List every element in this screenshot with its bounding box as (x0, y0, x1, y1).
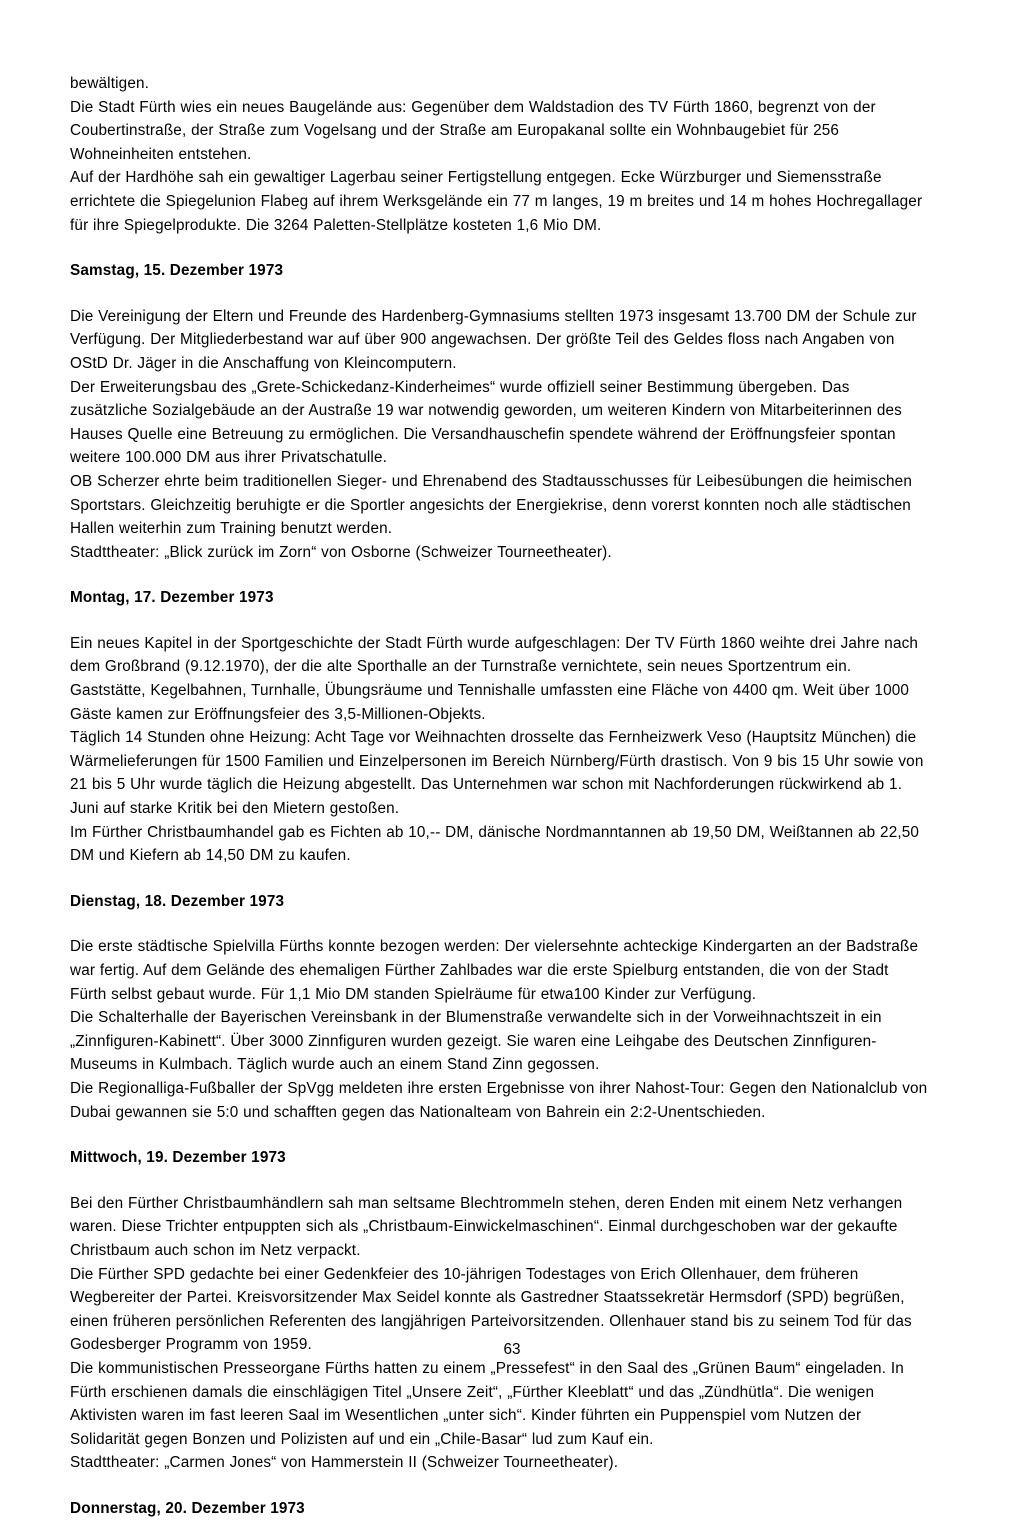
paragraph: OB Scherzer ehrte beim traditionellen Sieger- und Ehrenabend des Stadtausschusses für Leibesübungen die heimischen Sportstars. Gleichzeitig beruhigte er die Sportler angesichts der Energiekrise, denn vorerst konnten noch alle städtischen Hallen weiterhin zum Training benutzt werden. (70, 472, 913, 538)
paragraph: Die Vereinigung der Eltern und Freunde des Hardenberg-Gymnasiums stellten 1973 insgesamt 13.700 DM der Schule zur Verfügung. Der Mitgliederbestand war auf über 900 angewachsen. Der größte Teil des Geldes floss nach Angaben von OStD Dr. Jäger in die Anschaffung von Kleincomputern. (70, 307, 917, 372)
paragraph: Die Schalterhalle der Bayerischen Vereinsbank in der Blumenstraße verwandelte sich in der Vorweihnachtszeit in ein „Zinnfiguren-Kabinett“. Über 3000 Zinnfiguren wurden gezeigt. Sie waren eine Leihgabe des Deutschen Zinnfiguren-Museums in Kulmbach. Täglich wurde auch an einem Stand Zinn gegossen. (70, 1009, 882, 1074)
section-heading: Montag, 17. Dezember 1973 (70, 589, 274, 607)
spacer (70, 237, 928, 259)
spacer (70, 1124, 928, 1146)
spacer (70, 1475, 928, 1497)
paragraph: Ein neues Kapitel in der Sportgeschichte der Stadt Fürth wurde aufgeschlagen: Der TV Fürth 1860 weihte drei Jahre nach dem Großbrand (9.12.1970), der die alte Sporthalle an der Turnstraße vernichtete, sein neues Sportzentrum ein. Gaststätte, Kegelbahnen, Turnhalle, Übungsräume und Tennishalle umfassten eine Fläche von 4400 qm. Weit über 1000 Gäste kamen zur Eröffnungsfeier des 3,5-Millionen-Objekts. (70, 634, 919, 723)
paragraph: Stadttheater: „Carmen Jones“ von Hammerstein II (Schweizer Tourneetheater). (70, 1454, 619, 1472)
paragraph: Im Fürther Christbaumhandel gab es Fichten ab 10,-- DM, dänische Nordmanntannen ab 19,50 DM, Weißtannen ab 22,50 DM und Kiefern ab 14,50 DM zu kaufen. (70, 823, 920, 865)
page-number: 63 (503, 1341, 521, 1358)
paragraph: Bei den Fürther Christbaumhändlern sah man seltsame Blechtrommeln stehen, deren Enden mit einem Netz verhangen waren. Diese Trichter entpuppten sich als „Christbaum-Einwickelmaschinen“. Einmal durchgeschoben war der gekaufte Christbaum auch schon im Netz verpackt. (70, 1194, 903, 1259)
paragraph: Die Stadt Fürth wies ein neues Baugelände aus: Gegenüber dem Waldstadion des TV Fürth 1860, begrenzt von der Coubertinstraße, der Straße zum Vogelsang und der Straße am Europakanal sollte ein Wohnbaugebiet für 256 Wohneinheiten entstehen. (70, 98, 876, 163)
paragraph: Auf der Hardhöhe sah ein gewaltiger Lagerbau seiner Fertigstellung entgegen. Ecke Würzburger und Siemensstraße errichtete die Spiegelunion Flabeg auf ihrem Werksgelände ein 77 m langes, 19 m breites und 14 m hohes Hochregallager für ihre Spiegelprodukte. Die 3264 Paletten-Stellplätze kosteten 1,6 Mio DM. (70, 169, 923, 234)
spacer (70, 564, 928, 586)
spacer (70, 913, 928, 935)
spacer (70, 868, 928, 890)
paragraph: bewältigen. (70, 75, 150, 92)
section-heading: Donnerstag, 20. Dezember 1973 (70, 1499, 305, 1517)
spacer (70, 610, 928, 632)
paragraph: Die Fürther SPD gedachte bei einer Gedenkfeier des 10-jährigen Todestages von Erich Ollenhauer, dem früheren Wegbereiter der Partei. Kreisvorsitzender Max Seidel konnte als Gastredner Staatssekretär Hermsdorf (SPD) begrüßen, einen früheren persönlichen Referenten des langjährigen Parteivorsitzenden. Ollenhauer stand bis zu seinem Tod für das Godesberger Programm von 1959. (70, 1265, 912, 1354)
paragraph: Die kommunistischen Presseorgane Fürths hatten zu einem „Pressefest“ in den Saal des „Grünen Baum“ eingeladen. In Fürth erschienen damals die einschlägigen Titel „Unsere Zeit“, „Fürther Kleeblatt“ und das „Zündhütla“. Die wenigen Aktivisten waren im fast leeren Saal im Wesentlichen „unter sich“. Kinder führten ein Puppenspiel vom Nutzen der Solidarität gegen Bonzen und Polizisten auf und ein „Chile-Basar“ lud zum Kauf ein. (70, 1359, 904, 1448)
paragraph: Stadttheater: „Blick zurück im Zorn“ von Osborne (Schweizer Tourneetheater). (70, 543, 612, 561)
section-heading: Mittwoch, 19. Dezember 1973 (70, 1149, 286, 1167)
spacer (70, 1170, 928, 1192)
paragraph: Die erste städtische Spielvilla Fürths konnte bezogen werden: Der vielersehnte achteckige Kindergarten an der Badstraße war fertig. Auf dem Gelände des ehemaligen Fürther Zahlbades war die erste Spielburg entstanden, die von der Stadt Fürth selbst gebaut wurde. Für 1,1 Mio DM standen Spielräume für etwa100 Kinder zur Verfügung. (70, 938, 919, 1003)
page-content (70, 72, 928, 1520)
paragraph: Die Regionalliga-Fußballer der SpVgg meldeten ihre ersten Ergebnisse von ihrer Nahost-Tour: Gegen den Nationalclub von Dubai gewannen sie 5:0 und schafften gegen das Nationalteam von Bahrein ein 2:2-Unentschieden. (70, 1079, 928, 1121)
paragraph: Der Erweiterungsbau des „Grete-Schickedanz-Kinderheimes“ wurde offiziell seiner Bestimmung übergeben. Das zusätzliche Sozialgebäude an der Austraße 19 war notwendig geworden, um weiteren Kindern von Mitarbeiterinnen des Hauses Quelle eine Betreuung zu ermöglichen. Die Versandhauschefin spendete während der Eröffnungsfeier spontan weitere 100.000 DM aus ihrer Privatschatulle. (70, 378, 902, 467)
section-heading: Dienstag, 18. Dezember 1973 (70, 892, 285, 910)
section-heading: Samstag, 15. Dezember 1973 (70, 262, 284, 280)
spacer (70, 283, 928, 305)
paragraph: Täglich 14 Stunden ohne Heizung: Acht Tage vor Weihnachten drosselte das Fernheizwerk Veso (Hauptsitz München) die Wärmelieferungen für 1500 Familien und Einzelpersonen im Bereich Nürnberg/Fürth drastisch. Von 9 bis 15 Uhr sowie von 21 bis 5 Uhr wurde täglich die Heizung abgestellt. Das Unternehmen war schon mit Nachforderungen rückwirkend ab 1. Juni auf starke Kritik bei den Mietern gestoßen. (70, 729, 924, 818)
